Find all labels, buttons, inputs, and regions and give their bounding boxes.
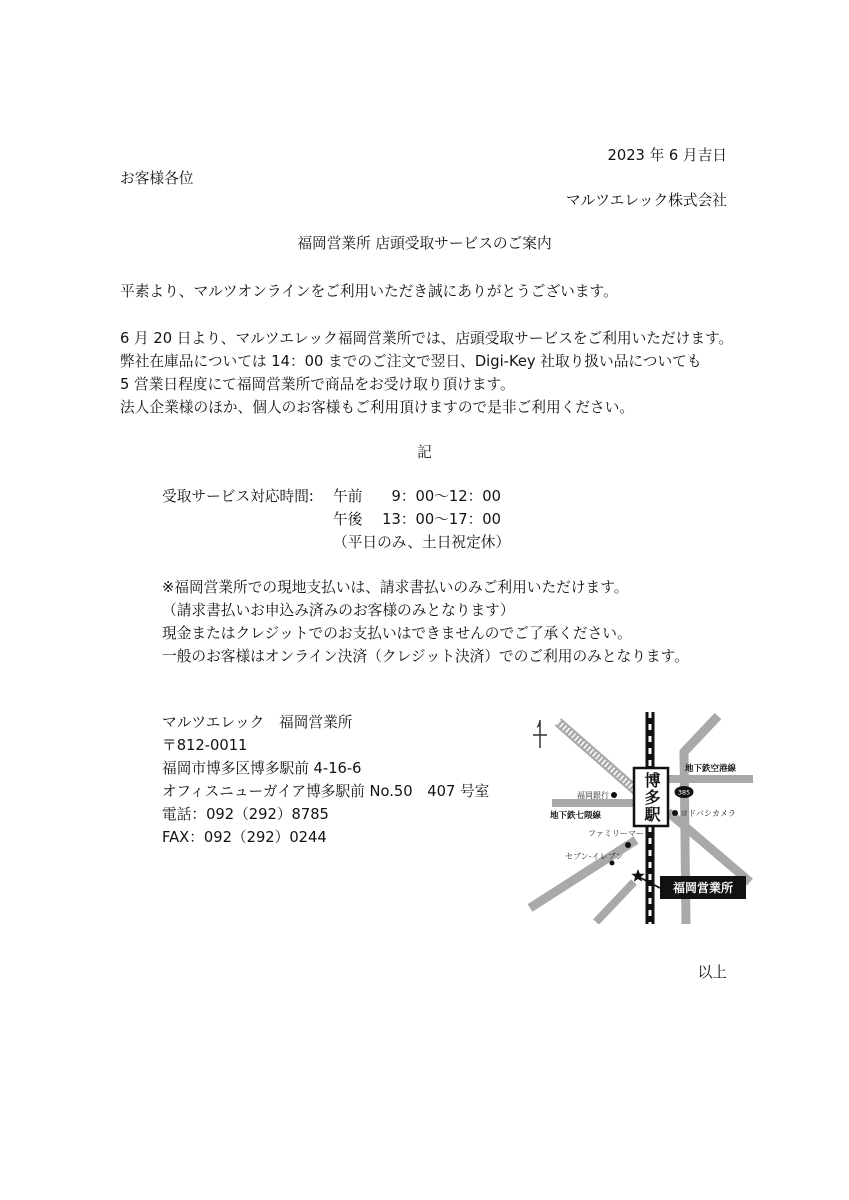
- hours-am-label: 午前: [333, 488, 363, 505]
- hours-am-time: 9：00～12：00: [391, 488, 501, 505]
- route-number: 385: [677, 788, 691, 797]
- hours-pm-label: 午後: [333, 511, 363, 528]
- landmark-dot: [610, 861, 615, 866]
- body-line: 法人企業様のほか、個人のお客様もご利用頂けますので是非ご利用ください。: [120, 399, 635, 416]
- office-address: 福岡市博多区博多駅前 4-16-6: [162, 760, 362, 777]
- landmark-dot: [625, 842, 631, 848]
- hours-label: 受取サービス対応時間:: [162, 488, 314, 505]
- note-line: 一般のお客様はオンライン決済（クレジット決済）でのご利用のみとなります。: [162, 648, 689, 665]
- route-marker: [675, 786, 694, 798]
- office-postal-code: 〒812-0011: [162, 737, 248, 754]
- closing: 以上: [697, 964, 727, 981]
- ki-heading: 記: [417, 444, 432, 461]
- office-fax: FAX：092（292）0244: [162, 829, 327, 846]
- greeting: 平素より、マルツオンラインをご利用いただき誠にありがとうございます。: [120, 283, 618, 300]
- north-arrow-icon: [533, 720, 547, 748]
- note-line: 現金またはクレジットでのお支払いはできませんのでご了承ください。: [162, 625, 632, 642]
- addressee: お客様各位: [120, 170, 194, 187]
- body-line: 弊社在庫品については 14：00 までのご注文で翌日、Digi-Key 社取り扱い品についても: [120, 353, 702, 370]
- label-subway-nanakuma-line: 地下鉄七隈線: [550, 811, 602, 821]
- road: [596, 882, 634, 922]
- landmark-dot: [611, 792, 617, 798]
- note-line: ※福岡営業所での現地支払いは、請求書払いのみご利用いただけます。: [162, 579, 629, 596]
- label-subway-airport-line: 地下鉄空港線: [685, 764, 737, 774]
- label-family-mart: ファミリーマート: [588, 829, 652, 838]
- station-label: 博多駅: [642, 771, 661, 823]
- office-building: オフィスニューガイア博多駅前 No.50 407 号室: [162, 783, 490, 800]
- landmark-dot: [672, 810, 678, 816]
- body-line: 6 月 20 日より、マルツエレック福岡営業所では、店頭受取サービスをご利用いただけます。: [120, 330, 734, 347]
- road: [668, 812, 750, 882]
- sender-company: マルツエレック株式会社: [565, 192, 727, 209]
- label-yodobashi-camera: ヨドバシカメラ: [680, 809, 736, 818]
- issue-date: 2023 年 6 月吉日: [607, 147, 727, 164]
- label-seven-eleven: セブン-イレブン: [565, 852, 624, 861]
- label-fukuoka-bank: 福岡銀行: [577, 791, 609, 800]
- note-line: （請求書払いお申込み済みのお客様のみとなります）: [162, 602, 515, 619]
- hours-pm-time: 13：00～17：00: [382, 511, 501, 528]
- document-title: 福岡営業所 店頭受取サービスのご案内: [297, 235, 552, 252]
- office-marker-label: 福岡営業所: [672, 881, 734, 895]
- office-phone: 電話：092（292）8785: [162, 806, 329, 823]
- body-line: 5 営業日程度にて福岡営業所で商品をお受け取り頂けます。: [120, 376, 515, 393]
- hours-note: （平日のみ、土日祝定休）: [333, 534, 511, 551]
- office-name: マルツエレック 福岡営業所: [162, 714, 353, 731]
